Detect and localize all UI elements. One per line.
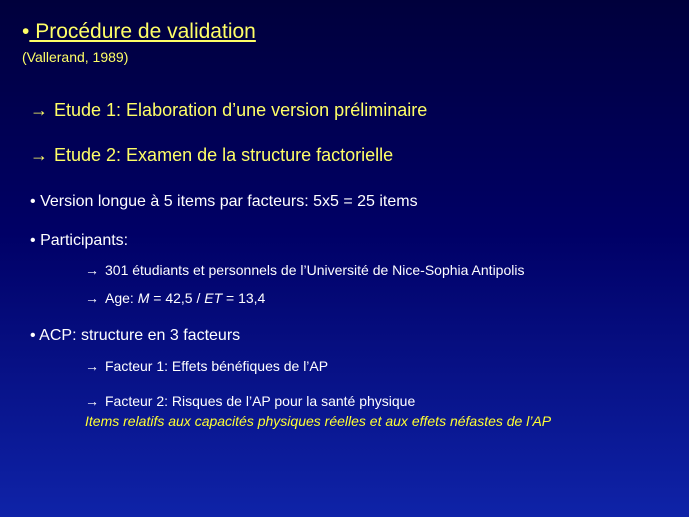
study-1 (30, 100, 427, 121)
age-prefix: Age: (105, 290, 138, 306)
arrow-right-icon: → (85, 262, 99, 278)
arrow-right-icon: → (85, 393, 99, 409)
title-text: Procédure de validation (29, 20, 256, 43)
arrow-right-icon: → (30, 100, 48, 120)
bullet-label: Participants: (40, 232, 129, 249)
study-2-label: Etude 2: Examen de la structure factorielle (54, 145, 394, 165)
mean-value: = 42,5 / (149, 290, 205, 306)
participants-age (85, 290, 265, 306)
bullet-icon: • (30, 232, 36, 249)
participants-line: 301 étudiants et personnels de l’Université de Nice-Sophia Antipolis (105, 262, 525, 278)
factor-2-label: Facteur 2: Risques de l’AP pour la santé physique (105, 393, 416, 409)
participants-description (85, 262, 524, 278)
title-bullet: • (22, 20, 30, 43)
arrow-right-icon: → (85, 358, 99, 374)
sd-symbol: ET (204, 290, 223, 306)
factor-2-note: Items relatifs aux capacités physiques réelles et aux effets néfastes de l’AP (85, 413, 552, 429)
study-2 (30, 145, 393, 166)
slide-subtitle: (Vallerand, 1989) (22, 49, 129, 65)
bullet-icon: • (30, 327, 36, 344)
bullet-label: Version longue à 5 items par facteurs: 5x5 = 25 items (40, 193, 418, 210)
sd-value: = 13,4 (222, 290, 266, 306)
bullet-icon: • (30, 193, 36, 210)
study-1-label: Etude 1: Elaboration d’une version préliminaire (54, 100, 428, 120)
arrow-right-icon: → (85, 290, 99, 306)
bullet-label: ACP: structure en 3 facteurs (39, 327, 241, 344)
mean-symbol: M (137, 290, 150, 306)
bullet-participants (30, 232, 128, 250)
factor-1 (85, 358, 328, 374)
factor-2 (85, 393, 415, 409)
bullet-version-longue (30, 193, 418, 211)
factor-1-label: Facteur 1: Effets bénéfiques de l’AP (105, 358, 329, 374)
arrow-right-icon: → (30, 145, 48, 165)
bullet-acp (30, 327, 240, 345)
slide-title (22, 20, 256, 44)
